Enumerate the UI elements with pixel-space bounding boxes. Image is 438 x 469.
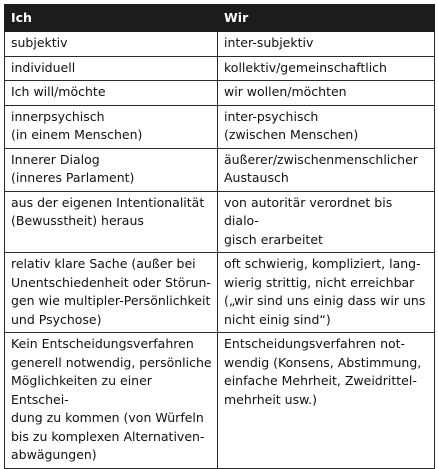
cell-wir: inter-psychisch (zwischen Menschen) — [218, 105, 435, 148]
cell-ich: aus der eigenen Intentionalität (Bewusstheit) heraus — [5, 191, 218, 253]
cell-ich: subjektiv — [5, 32, 218, 57]
cell-wir: kollektiv/gemeinschaftlich — [218, 56, 435, 81]
cell-wir: von autoritär verordnet bis dialo- gisch erarbeitet — [218, 191, 435, 253]
cell-wir: wir wollen/möchten — [218, 81, 435, 106]
table-row — [5, 253, 435, 333]
cell-wir: inter-subjektiv — [218, 32, 435, 57]
cell-ich: Kein Entscheidungsverfahren generell notwendig, persönliche Möglichkeiten zu einer Entschei- dung zu kommen (von Würfeln bis zu komplexen Alternativen- abwägungen) — [5, 333, 218, 469]
table-row — [5, 191, 435, 253]
table-header-row — [5, 5, 435, 32]
header-wir: Wir — [218, 5, 435, 32]
table-row — [5, 56, 435, 81]
cell-ich: Innerer Dialog (inneres Parlament) — [5, 148, 218, 191]
header-ich: Ich — [5, 5, 218, 32]
cell-wir: oft schwierig, kompliziert, lang- wierig strittig, nicht erreichbar („wir sind uns einig dass wir uns nicht einig sind“) — [218, 253, 435, 333]
cell-ich: relativ klare Sache (außer bei Unentschiedenheit oder Störun- gen wie multipler-Persönlichkeit und Psychose) — [5, 253, 218, 333]
table-row — [5, 105, 435, 148]
table-row — [5, 81, 435, 106]
table-row — [5, 32, 435, 57]
table-row — [5, 148, 435, 191]
cell-wir: äußerer/zwischenmenschlicher Austausch — [218, 148, 435, 191]
cell-ich: Ich will/möchte — [5, 81, 218, 106]
table-row — [5, 333, 435, 469]
cell-ich: innerpsychisch (in einem Menschen) — [5, 105, 218, 148]
cell-ich: individuell — [5, 56, 218, 81]
comparison-table — [4, 4, 435, 469]
cell-wir: Entscheidungsverfahren not- wendig (Konsens, Abstimmung, einfache Mehrheit, Zweidrittel- mehrheit usw.) — [218, 333, 435, 469]
